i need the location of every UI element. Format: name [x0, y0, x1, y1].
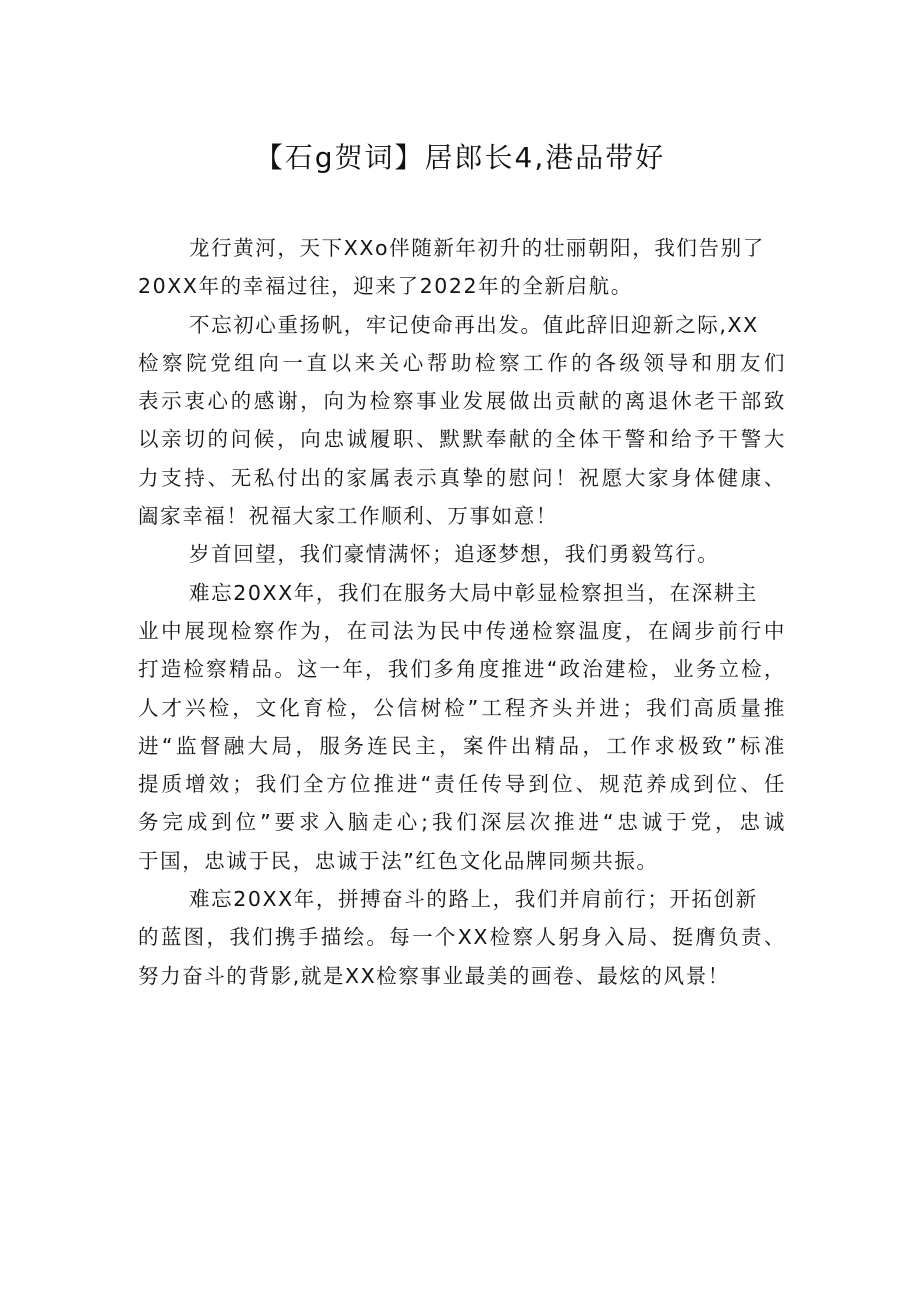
text-line: 以亲切的问候，向忠诚履职、默默奉献的全体干警和给予干警大: [138, 427, 786, 452]
text-line: 龙行黄河，天下XXo伴随新年初升的壮丽朝阳，我们告别了: [189, 236, 765, 260]
text-line: 难忘20XX年，我们在服务大局中彰显检察担当，在深耕主: [189, 580, 758, 605]
paragraph: [138, 880, 788, 995]
text-line: 20XX年的幸福过往，迎来了2022年的全新启航。: [138, 274, 633, 299]
text-line: 务完成到位”要求入脑走心;我们深层次推进“忠诚于党，忠诚: [138, 810, 786, 835]
text-line: 人才兴检，文化育检，公信树检”工程齐头并进；我们高质量推: [138, 695, 786, 720]
text-line: 进“监督融大局，服务连民主，案件出精品，工作求极致”标准: [138, 733, 786, 758]
text-line: 难忘20XX年，拼搏奋斗的路上，我们并肩前行；开拓创新: [189, 887, 758, 912]
paragraph: [138, 574, 788, 880]
paragraph: [138, 229, 788, 306]
text-line: 岁首回望，我们豪情满怀；追逐梦想，我们勇毅笃行。: [189, 542, 720, 567]
text-line: 于国，忠诚于民，忠诚于法”红色文化品牌同频共振。: [138, 848, 659, 873]
text-line: 努力奋斗的背影,就是XX检察事业最美的画卷、最炫的风景！: [138, 963, 730, 988]
text-line: 阖家幸福！祝福大家工作顺利、万事如意！: [138, 504, 558, 529]
text-line: 力支持、无私付出的家属表示真挚的慰问！祝愿大家身体健康、: [138, 465, 786, 490]
text-line: 检察院党组向一直以来关心帮助检察工作的各级领导和朋友们: [138, 350, 786, 375]
text-line: 提质增效；我们全方位推进“责任传导到位、规范养成到位、任: [138, 772, 786, 797]
paragraph: [138, 535, 788, 573]
paragraph: [138, 306, 788, 536]
text-line: 业中展现检察作为，在司法为民中传递检察温度，在阔步前行中: [138, 618, 786, 643]
text-line: 表示衷心的感谢，向为检察事业发展做出贡献的离退休老干部致: [138, 389, 786, 414]
document-body: [138, 229, 788, 995]
text-line: 的蓝图，我们携手描绘。每一个XX检察人躬身入局、挺膺负责、: [138, 925, 786, 950]
text-line: 不忘初心重扬帆，牢记使命再出发。值此辞旧迎新之际,XX: [189, 312, 759, 337]
document-title: 【石g贺词】居郎长4,港品带好: [254, 141, 666, 174]
text-line: 打造检察精品。这一年，我们多角度推进“政治建检，业务立检，: [138, 657, 786, 682]
